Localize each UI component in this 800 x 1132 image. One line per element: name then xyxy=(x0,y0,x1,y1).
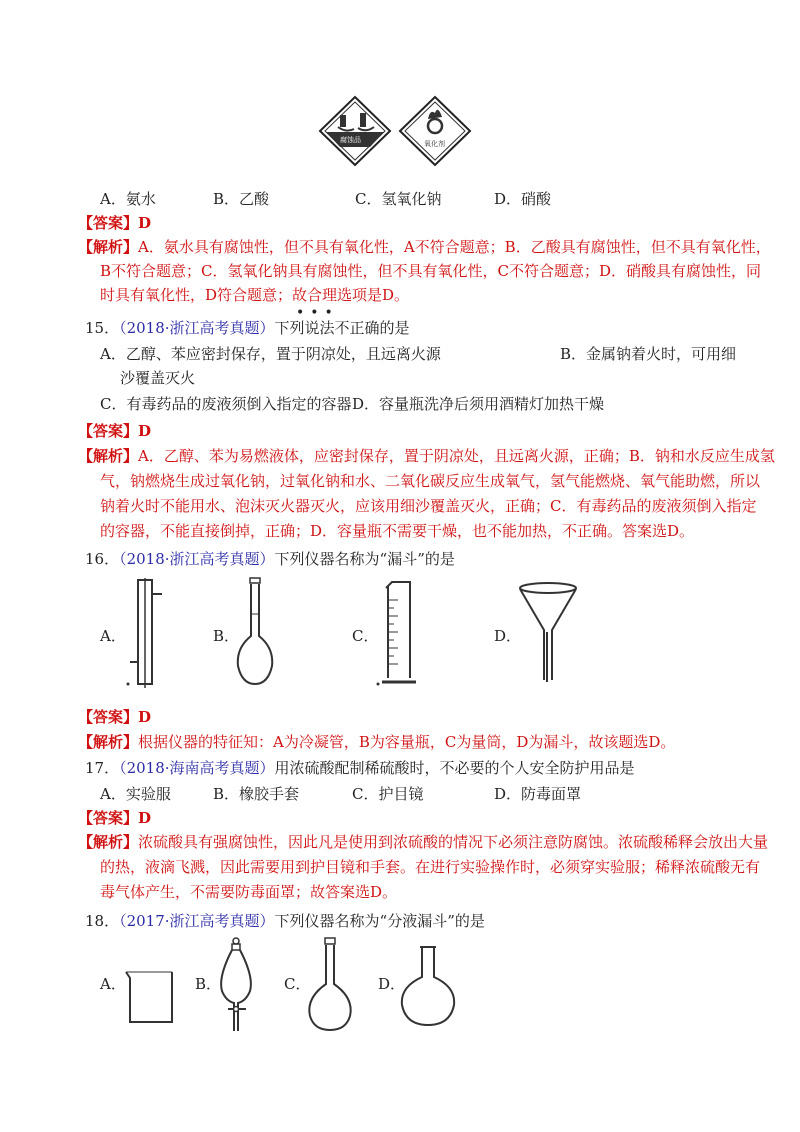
q16-label-a: A． xyxy=(100,627,126,645)
q17-header xyxy=(85,758,635,778)
q16-analysis-text: 根据仪器的特征知：A为冷凝管，B为容量瓶，C为量筒，D为漏斗，故该题选D。 xyxy=(138,733,676,751)
q17-option-d: D．防毒面罩 xyxy=(494,785,582,803)
q14-option-a: A．氨水 xyxy=(100,190,156,208)
q15-header xyxy=(85,318,410,338)
q16-label-b: B． xyxy=(213,627,240,645)
q14-analysis-line-1 xyxy=(78,237,771,257)
beaker-icon xyxy=(122,968,182,1028)
graduated-cylinder-icon xyxy=(372,578,432,688)
q15-option-b-1: B．金属钠着火时，可用细 xyxy=(560,345,737,363)
q16-label-d: D． xyxy=(494,627,522,645)
condenser-icon xyxy=(122,578,172,688)
q15-analysis-line-1 xyxy=(78,446,775,466)
q15-analysis-text-1: A．乙醇、苯为易燃液体，应密封保存，置于阴凉处，且远离火源，正确；B．钠和水反应生成氢 xyxy=(138,447,775,465)
q15-source: （2018·浙江高考真题） xyxy=(119,319,275,337)
q15-number: 15． xyxy=(85,319,120,337)
q16-header xyxy=(85,549,455,569)
q18-label-a: A． xyxy=(100,975,126,993)
q14-analysis-text-1: A．氨水具有腐蚀性，但不具有氧化性，A不符合题意；B．乙酸具有腐蚀性，但不具有氧化性， xyxy=(138,238,771,256)
q18-number: 18． xyxy=(85,912,120,930)
q17-number: 17． xyxy=(85,759,120,777)
hazard-signs xyxy=(318,95,478,165)
q15-emphasis-dots: ••• xyxy=(296,305,339,321)
q14-option-b: B．乙酸 xyxy=(213,190,270,208)
q18-label-d: D． xyxy=(378,975,406,993)
q15-option-b-2: 沙覆盖灭火 xyxy=(120,369,196,387)
analysis-tag: 【解析】 xyxy=(78,733,139,751)
q15-option-c: C．有毒药品的废液须倒入指定的容器 xyxy=(100,395,352,413)
q18-header xyxy=(85,911,485,931)
q14-analysis-line-3: 时具有氧化性，D符合题意；故合理选项是D。 xyxy=(100,286,410,304)
q18-label-b: B． xyxy=(195,975,222,993)
q16-stem: 下列仪器名称为“漏斗”的是 xyxy=(274,550,455,568)
q15-stem: 下列说法不正确的是 xyxy=(274,319,410,337)
q17-option-a: A．实验服 xyxy=(100,785,171,803)
q16-label-c: C． xyxy=(352,627,379,645)
volumetric-flask-icon xyxy=(234,578,284,688)
q17-stem: 用浓硫酸配制稀硫酸时，不必要的个人安全防护用品是 xyxy=(274,759,635,777)
q15-analysis-line-4: 的容器，不能直接倒掉，正确；D．容量瓶不需要干燥，也不能加热，不正确。答案选D。 xyxy=(100,522,695,540)
q17-analysis-line-3: 毒气体产生，不需要防毒面罩；故答案选D。 xyxy=(100,883,398,901)
q17-analysis-line-2: 的热，液滴飞溅，因此需要用到护目镜和手套。在进行实验操作时，必须穿实验服；稀释浓硫酸无有 xyxy=(100,858,761,876)
analysis-tag: 【解析】 xyxy=(78,833,139,851)
q17-analysis-line-1 xyxy=(78,832,768,852)
analysis-tag: 【解析】 xyxy=(78,238,139,256)
q16-source: （2018·浙江高考真题） xyxy=(119,550,275,568)
q17-analysis-text-1: 浓硫酸具有强腐蚀性，因此凡是使用到浓硫酸的情况下必须注意防腐蚀。浓硫酸稀释会放出大量 xyxy=(138,833,769,851)
q15-answer: 【答案】D xyxy=(78,422,152,440)
q14-analysis-line-2: B不符合题意；C．氢氧化钠具有腐蚀性，但不具有氧化性，C不符合题意；D．硝酸具有腐蚀性，同 xyxy=(100,262,762,280)
q15-option-a: A．乙醇、苯应密封保存，置于阴凉处，且远离火源 xyxy=(100,345,441,363)
q14-answer: 【答案】D xyxy=(78,214,152,232)
corrosive-label: 腐蚀品 xyxy=(340,136,361,144)
oxidizer-sign-icon xyxy=(318,95,478,165)
analysis-tag: 【解析】 xyxy=(78,447,139,465)
round-bottom-flask-icon xyxy=(396,945,466,1035)
q14-option-c: C．氢氧化钠 xyxy=(355,190,442,208)
q17-option-b: B．橡胶手套 xyxy=(213,785,300,803)
q15-analysis-line-3: 钠着火时不能用水、泡沫灭火器灭火，应该用细沙覆盖灭火，正确；C．有毒药品的废液须倒入指定 xyxy=(100,497,757,515)
q15-analysis-line-2: 气，钠燃烧生成过氧化钠，过氧化钠和水、二氧化碳反应生成氧气，氢气能燃烧、氧气能助燃，所以 xyxy=(100,472,761,490)
q18-label-c: C． xyxy=(284,975,311,993)
q14-option-d: D．硝酸 xyxy=(494,190,552,208)
q18-stem: 下列仪器名称为“分液漏斗”的是 xyxy=(274,912,485,930)
q16-answer: 【答案】D xyxy=(78,708,152,726)
funnel-icon xyxy=(518,580,588,690)
q16-analysis-line-1 xyxy=(78,732,675,752)
q15-option-d: D．容量瓶洗净后须用酒精灯加热干燥 xyxy=(352,395,605,413)
q16-number: 16． xyxy=(85,550,120,568)
q18-source: （2017·浙江高考真题） xyxy=(119,912,275,930)
q17-option-c: C．护目镜 xyxy=(352,785,424,803)
q17-answer: 【答案】D xyxy=(78,809,152,827)
separatory-funnel-icon xyxy=(214,935,254,1035)
oxidizer-label: 氧化剂 xyxy=(424,140,445,148)
q17-source: （2018·海南高考真题） xyxy=(119,759,275,777)
volumetric-flask-icon-2 xyxy=(300,938,360,1038)
